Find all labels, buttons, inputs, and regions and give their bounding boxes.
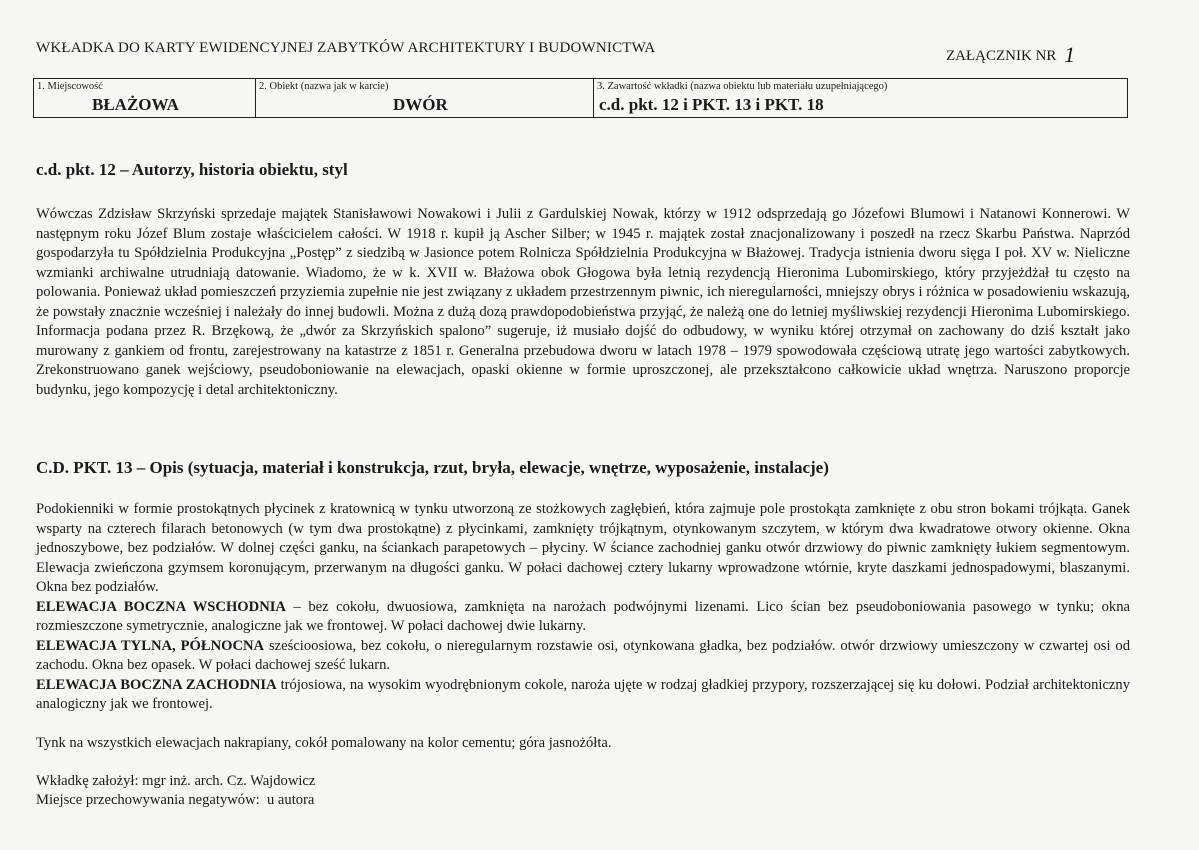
object-value: DWÓR — [393, 95, 448, 114]
west-elevation-text: trójosiowa, na wysokim wyodrębnionym cokole, naroża ujęte w rodzaj gładkiej przypory, rozszerzającej się ku dołowi. Podział architektoniczny analogiczny jak we frontowej. — [36, 676, 1130, 712]
east-elevation-text: – bez cokołu, dwuosiowa, zamknięta na narożach podwójnymi lizenami. Lico ścian bez pseudoboniowania pasowego w tynku; okna rozmieszczone symetrycznie, analogiczne jak we frontowej. W połaci dachowej dwie lukarny. — [36, 598, 1131, 634]
plaster-note: Tynk na wszystkich elewacjach nakrapiany, cokół pomalowany na kolor cementu; góra jasnożółta. — [36, 735, 612, 751]
west-elevation-heading: ELEWACJA BOCZNA ZACHODNIA — [36, 676, 277, 693]
annex-label-text: ZAŁĄCZNIK NR — [946, 48, 1057, 64]
contents-label: 3. Zawartość wkładki (nazwa obiektu lub materiału uzupełniającego) — [597, 81, 888, 92]
document-header-title: WKŁADKA DO KARTY EWIDENCYJNEJ ZABYTKÓW ARCHITEKTURY I BUDOWNICTWA — [36, 40, 656, 56]
section13-title: C.D. PKT. 13 – Opis (sytuacja, materiał i konstrukcja, rzut, bryła, elewacje, wnętrze, wyposażenie, instalacje) — [36, 458, 829, 477]
author-note: Wkładkę założył: mgr inż. arch. Cz. Wajdowicz — [36, 773, 316, 789]
section12-title: c.d. pkt. 12 – Autorzy, historia obiektu, styl — [36, 160, 348, 179]
north-elevation-text: sześcioosiowa, bez cokołu, o nieregularnym rozstawie osi, otynkowana gładka, bez podziałów. otwór drzwiowy umieszczony w czwartej osi od zachodu. Okna bez opasek. W połaci dachowej sześć lukarn. — [36, 637, 1130, 673]
annex-label — [946, 40, 1075, 66]
annex-number: 1 — [1064, 42, 1076, 67]
locality-label: 1. Miejscowość — [37, 81, 103, 92]
locality-cell — [34, 79, 256, 117]
east-elevation-heading: ELEWACJA BOCZNA WSCHODNIA — [36, 598, 286, 615]
section13-body — [36, 500, 1130, 715]
section12-text: Wówczas Zdzisław Skrzyński sprzedaje majątek Stanisławowi Nowakowi i Julii z Gardulskiej Nowak, którzy w 1912 odsprzedają go Józefowi Blumowi i Natanowi Konnerowi. W następnym roku Józef Blum zostaje właścicielem całości. W 1918 r. kupił ją Ascher Silber; w 1945 r. majątek został znacjonalizowany i poszedł na rzecz Skarbu Państwa. Naprzód gospodarzyła tu Spółdzielnia Produkcyjna „Postęp” z siedzibą w Jasionce potem Rolnicza Spółdzielnia Produkcyjna w Błażowej. Tradycja istnienia dworu sięga I poł. XV w. Nieliczne wzmianki archiwalne utrudniają datowanie. Wiadomo, że w k. XVII w. Błażowa obok Głogowa była letnią rezydencją Hieronima Lubomirskiego, który przyjeżdżał tu często na polowania. Ponieważ układ pomieszczeń przyziemia zupełnie nie jest związany z układem przestrzennym piwnic, ich nieregularności, mniejszy obrys i różnica w posadowieniu wskazują, że powstały znacznie wcześniej i należały do innej budowli. Można z dużą dozą prawdopodobieństwa przyjąć, że należą one do letniej myśliwskiej rezydencji Hieronima Lubomirskiego. Informacja podana przez R. Brzękową, że „dwór za Skrzyńskich spalono” sugeruje, iż musiało dojść do odbudowy, w wyniku której otrzymał on zachowany do dziś kształt jako murowany z gankiem od frontu, zarejestrowany na katastrze z 1851 r. Generalna przebudowa dworu w latach 1978 – 1979 spowodowała częściową utratę jego wartości zabytkowych. Zrekonstruowano ganek wejściowy, pseudoboniowanie na elewacjach, opaski okienne w formie uproszczonej, ale przekształcono całkowicie układ wnętrza. Naruszono proporcje budynku, jego kompozycję i detal architektoniczny. — [36, 206, 1130, 398]
section13-intro: Podokienniki w formie prostokątnych płycinek z kratownicą w tynku utworzoną ze stożkowych zagłębień, która zajmuje pole prostokąta zamknięte z obu stron bokami trójkąta. Ganek wsparty na czterech filarach betonowych (w tym dwa prostokątne) z płycinkami, zamknięty trójkątnym, otynkowanym szczytem, w którym dwa kwadratowe otwory okienne. Okna jednoszybowe, bez podziałów. W dolnej części ganku, na ściankach parapetowych – płyciny. W ściance zachodniej ganku otwór drzwiowy do piwnic zamknięty łukiem segmentowym. Elewacja zwieńczona gzymsem koronującym, przerwanym na długości ganku. W połaci dachowej cztery lukarny wprowadzone wtórnie, kryte daszkami jednospadowymi, blaszanymi. Okna bez podziałów. — [36, 501, 1130, 595]
contents-value: c.d. pkt. 12 i PKT. 13 i PKT. 18 — [599, 95, 824, 114]
locality-value: BŁAŻOWA — [92, 95, 179, 114]
negatives-note: Miejsce przechowywania negatywów: u autora — [36, 792, 315, 808]
object-cell — [256, 79, 594, 117]
object-label: 2. Obiekt (nazwa jak w karcie) — [259, 81, 389, 92]
contents-cell — [594, 79, 1127, 117]
info-table — [33, 78, 1128, 118]
north-elevation-heading: ELEWACJA TYLNA, PÓŁNOCNA — [36, 637, 265, 654]
